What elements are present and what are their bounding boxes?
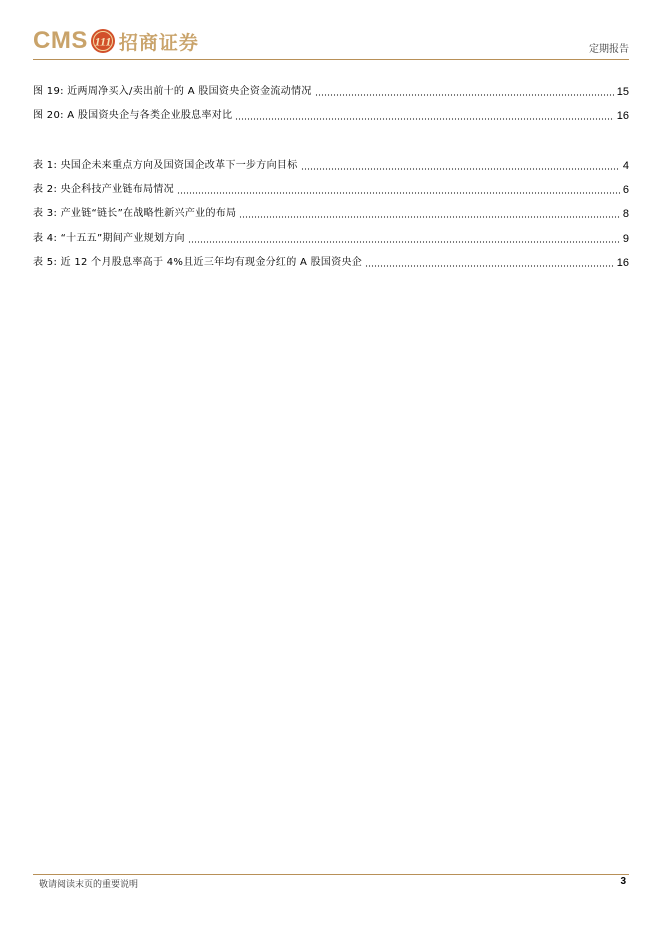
- toc-page-number: 16: [616, 110, 629, 122]
- toc-page-number: 8: [622, 208, 629, 220]
- footer-disclaimer-note: 敬请阅读末页的重要说明: [39, 880, 139, 890]
- logo-chinese-text: 招商证券: [118, 31, 199, 54]
- toc-leader-dots: [239, 209, 620, 218]
- toc-entry-label: 表 5: 近 12 个月股息率高于 4%且近三年均有现金分红的 A 股国资央企: [33, 257, 363, 268]
- page-header: [33, 22, 629, 60]
- toc-leader-dots: [235, 111, 613, 120]
- emblem-text: 111: [94, 34, 112, 49]
- toc-entry-label: 图 19: 近两周净买入/卖出前十的 A 股国资央企资金流动情况: [33, 86, 312, 97]
- logo-latin-text: CMS: [33, 27, 88, 54]
- toc-entry-figure-19[interactable]: [33, 84, 629, 98]
- emblem-icon: [90, 28, 116, 54]
- toc-entry-figure-20[interactable]: [33, 108, 629, 122]
- toc-entry-table-5[interactable]: [33, 255, 629, 269]
- footer-page-number: 3: [620, 876, 626, 887]
- toc-entry-label: 表 3: 产业链“链长”在战略性新兴产业的布局: [33, 208, 237, 219]
- toc-entry-table-1[interactable]: [33, 158, 629, 172]
- toc-entry-table-2[interactable]: [33, 182, 629, 196]
- report-type-label: 定期报告: [589, 44, 629, 55]
- cms-logo: [33, 26, 199, 56]
- footer-divider: [33, 874, 629, 875]
- toc-entry-table-4[interactable]: [33, 231, 629, 245]
- toc-page-number: 4: [622, 160, 629, 172]
- toc-entry-table-3[interactable]: [33, 206, 629, 220]
- toc-page-number: 6: [622, 184, 629, 196]
- toc-leader-dots: [177, 185, 620, 194]
- toc-entry-label: 表 1: 央国企未来重点方向及国资国企改革下一步方向目标: [33, 160, 298, 171]
- toc-leader-dots: [315, 87, 614, 96]
- toc-leader-dots: [188, 234, 620, 243]
- header-divider: [33, 59, 629, 60]
- toc-leader-dots: [365, 258, 614, 267]
- toc-entry-label: 表 2: 央企科技产业链布局情况: [33, 184, 174, 195]
- toc-page-number: 16: [616, 257, 629, 269]
- toc-page-number: 15: [616, 86, 629, 98]
- toc-entry-label: 表 4: “十五五”期间产业规划方向: [33, 233, 185, 244]
- toc-leader-dots: [301, 161, 620, 170]
- toc-page-number: 9: [622, 233, 629, 245]
- toc-entry-label: 图 20: A 股国资央企与各类企业股息率对比: [33, 110, 233, 121]
